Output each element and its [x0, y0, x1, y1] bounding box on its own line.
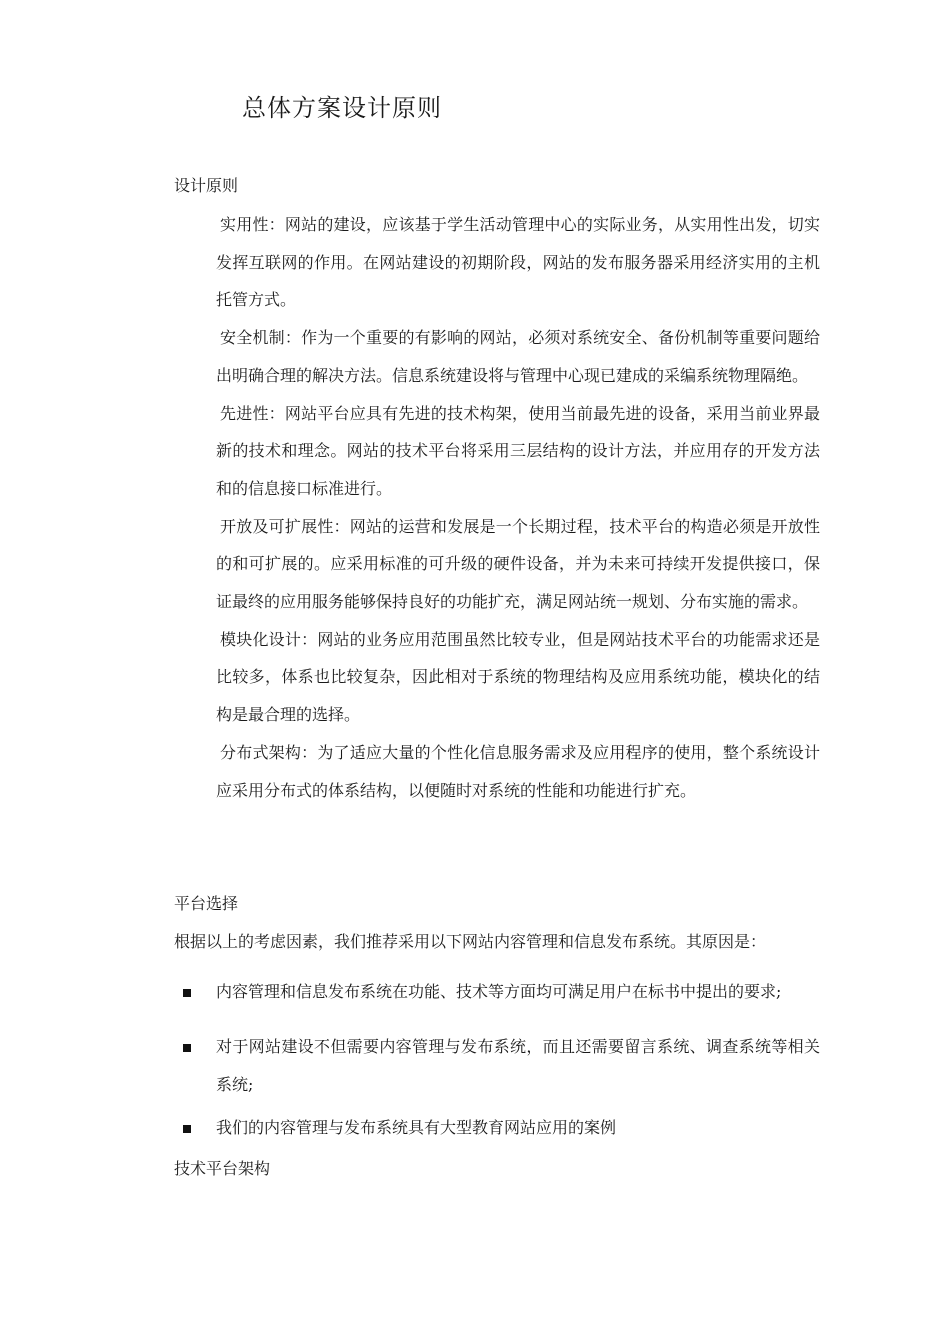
principle-distributed-architecture: 分布式架构：为了适应大量的个性化信息服务需求及应用程序的使用，整个系统设计应采用分布式的体系结构，以便随时对系统的性能和功能进行扩充。 [216, 742, 820, 800]
square-bullet-icon [183, 1125, 191, 1133]
principle-extensibility: 开放及可扩展性：网站的运营和发展是一个长期过程，技术平台的构造必须是开放性的和可扩展的。应采用标准的可升级的硬件设备，并为未来可持续开发提供接口，保证最终的应用服务能够保持良好的功能扩充，满足网站统一规划、分布实施的需求。 [216, 516, 820, 612]
principle-security: 安全机制：作为一个重要的有影响的网站，必须对系统安全、备份机制等重要问题给出明确合理的解决方法。信息系统建设将与管理中心现已建成的采编系统物理隔绝。 [216, 328, 820, 385]
principle-modular-design: 模块化设计：网站的业务应用范围虽然比较专业，但是网站技术平台的功能需求还是比较多，体系也比较复杂，因此相对于系统的物理结构及应用系统功能，模块化的结构是最合理的选择。 [216, 629, 820, 725]
section-heading-platform-selection: 平台选择 [174, 894, 239, 913]
reason-text: 我们的内容管理与发布系统具有大型教育网站应用的案例 [216, 1118, 617, 1137]
section-heading-tech-architecture: 技术平台架构 [174, 1159, 271, 1178]
square-bullet-icon [183, 1044, 191, 1052]
principle-advancement: 先进性：网站平台应具有先进的技术构架，使用当前最先进的设备，采用当前业界最新的技术和理念。网站的技术平台将采用三层结构的设计方法，并应用存的开发方法和的信息接口标准进行。 [216, 403, 820, 498]
principle-practicality: 实用性：网站的建设，应该基于学生活动管理中心的实际业务，从实用性出发，切实发挥互联网的作用。在网站建设的初期阶段，网站的发布服务器采用经济实用的主机托管方式。 [216, 215, 820, 310]
document-title: 总体方案设计原则 [242, 94, 442, 122]
platform-intro-paragraph: 根据以上的考虑因素，我们推荐采用以下网站内容管理和信息发布系统。其原因是： [174, 932, 767, 951]
principles-list [216, 206, 820, 809]
reason-text: 内容管理和信息发布系统在功能、技术等方面均可满足用户在标书中提出的要求; [216, 982, 782, 1001]
square-bullet-icon [183, 989, 191, 997]
section-heading-design-principles: 设计原则 [174, 176, 239, 195]
reason-text: 对于网站建设不但需要内容管理与发布系统，而且还需要留言系统、调查系统等相关系统; [216, 1037, 820, 1094]
